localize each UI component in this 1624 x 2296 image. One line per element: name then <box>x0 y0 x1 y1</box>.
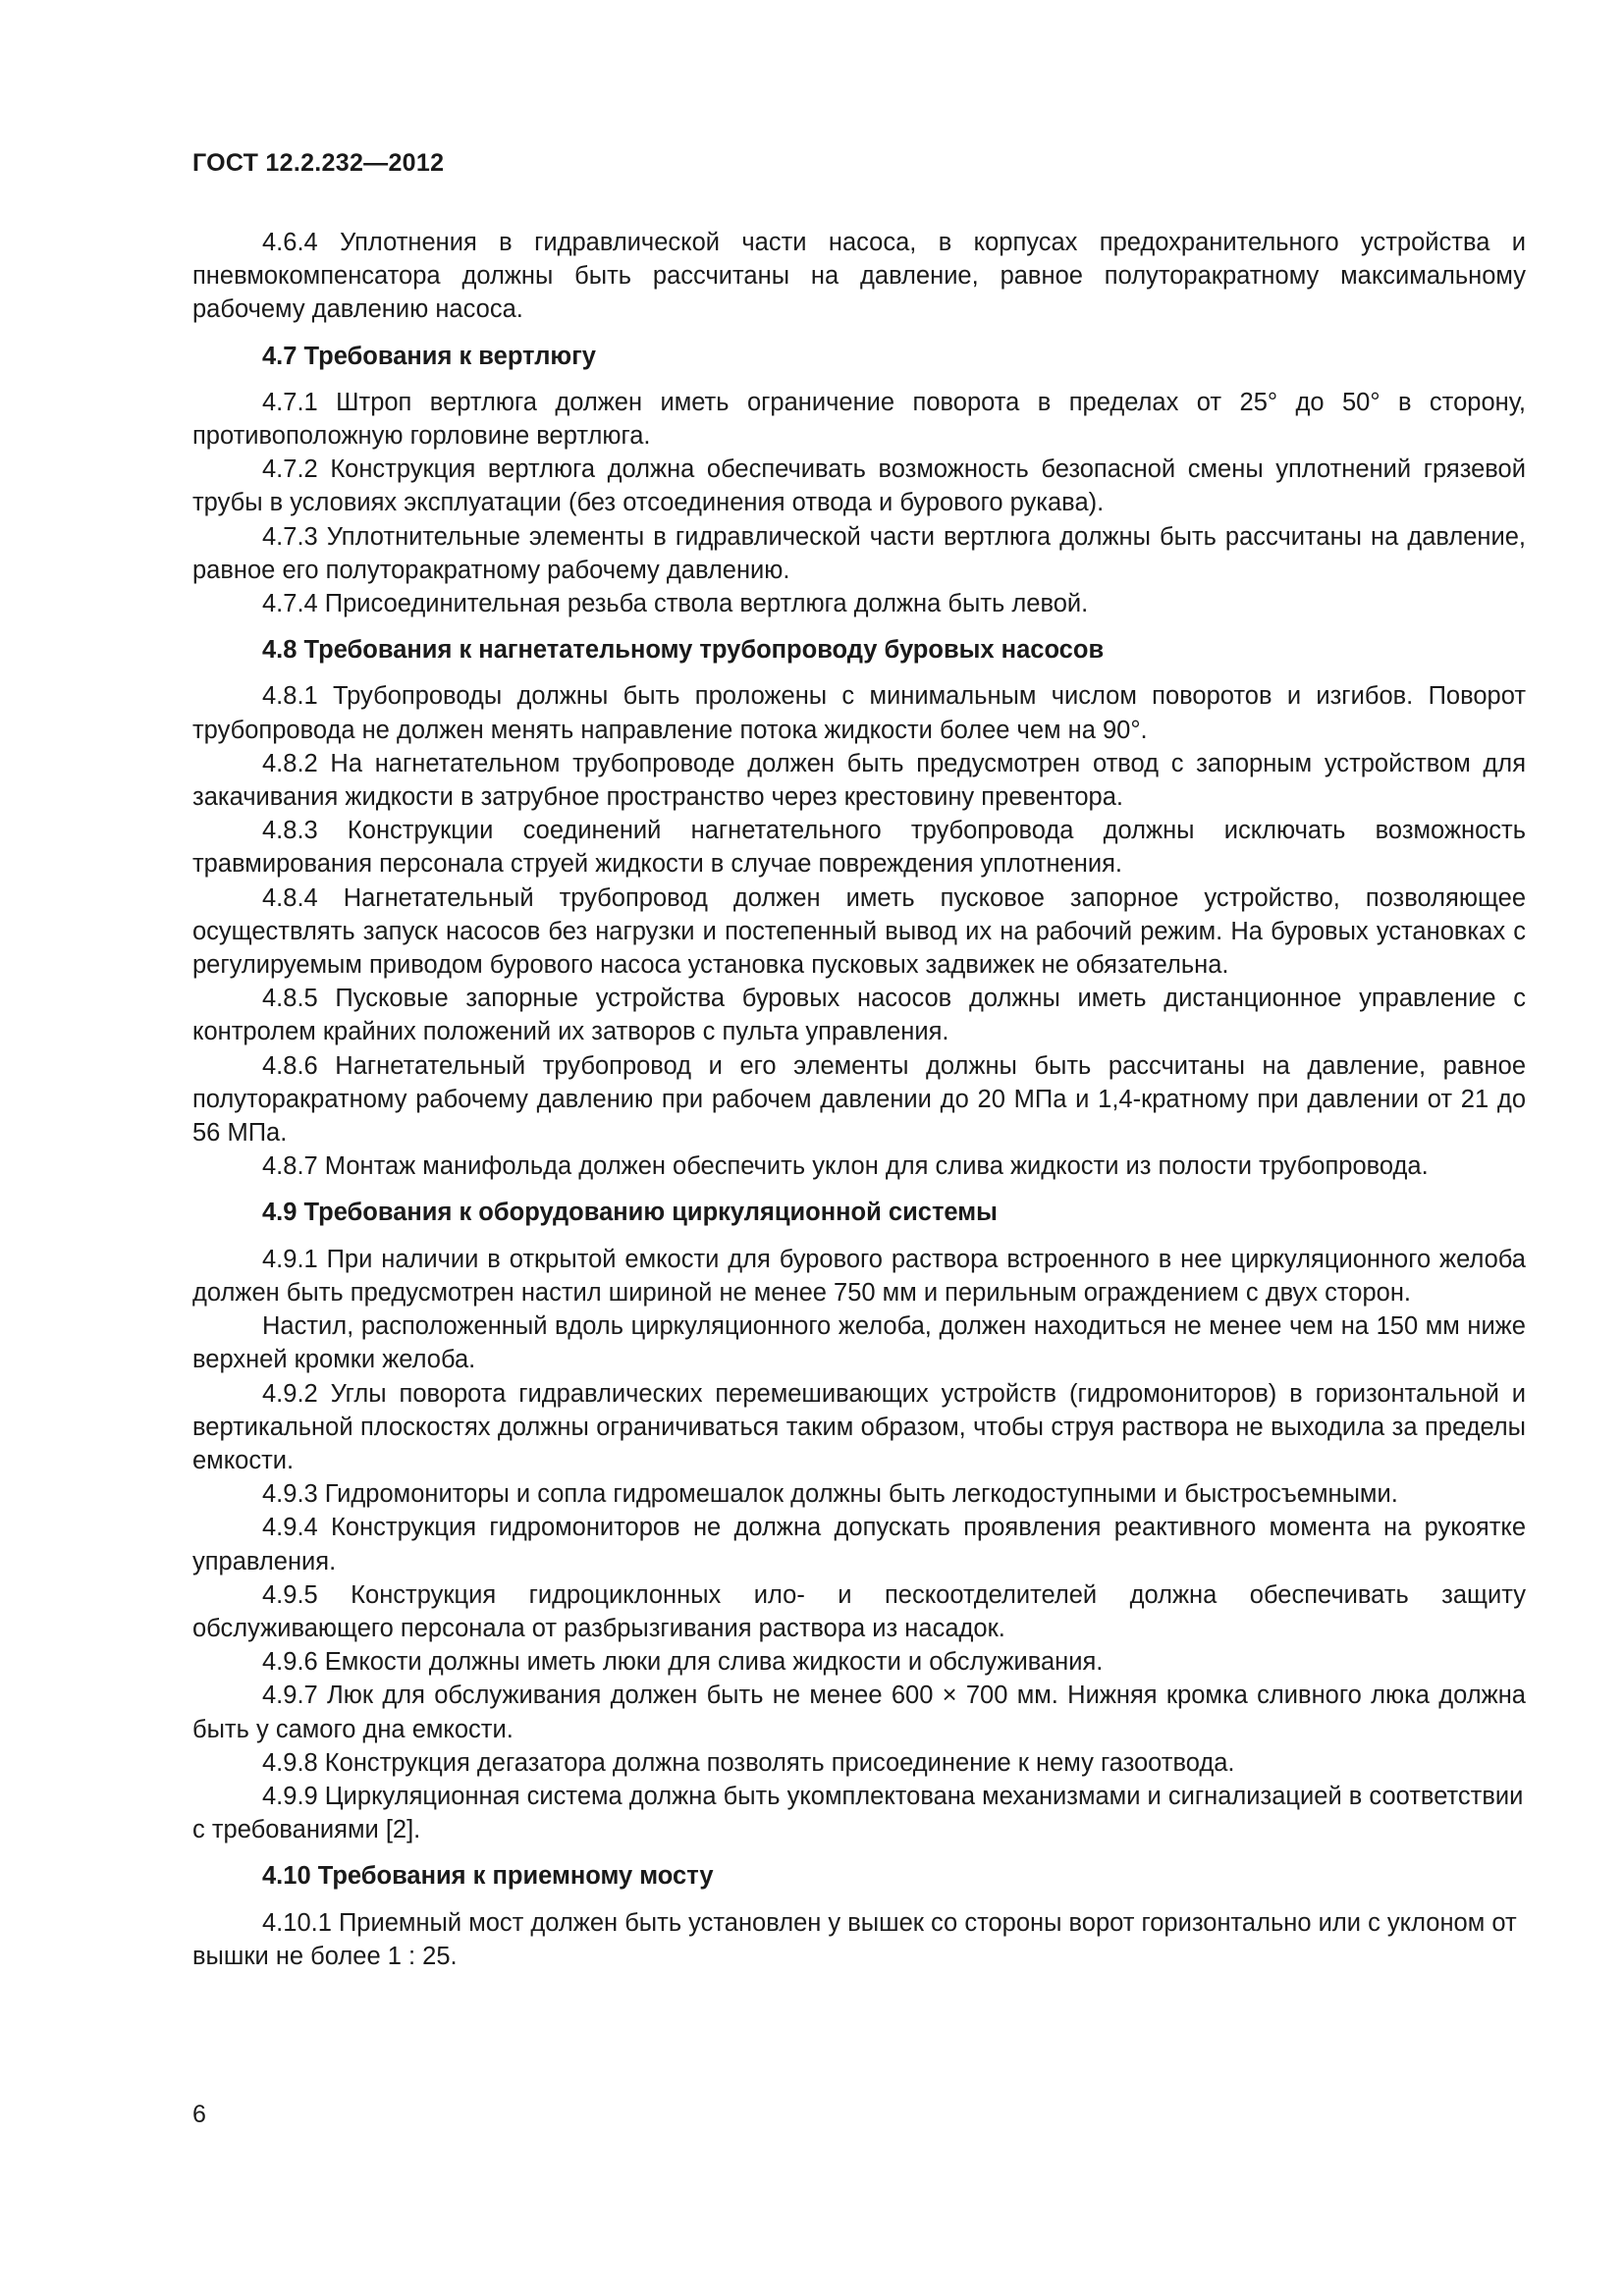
section-heading-4-8: 4.8 Требования к нагнетательному трубопроводу буровых насосов <box>262 636 1105 665</box>
paragraph-4-9-6: 4.9.6 Емкости должны иметь люки для слива жидкости и обслуживания. <box>262 1648 1104 1677</box>
paragraph-4-9-2: 4.9.2 Углы поворота гидравлических перемешивающих устройств (гидромониторов) в горизонтальной и вертикальной плоскостях должны ограничиваться таким образом, чтобы струя раствора не выходила за пределы емкости. <box>192 1379 1526 1474</box>
paragraph-4-8-6: 4.8.6 Нагнетательный трубопровод и его элементы должны быть рассчитаны на давление, равное полуторакратному рабочему давлению при рабочем давлении до 20 МПа и 1,4-кратному при давлении от 21 до 56 МПа. <box>192 1051 1526 1148</box>
paragraph-4-8-2: 4.8.2 На нагнетательном трубопроводе должен быть предусмотрен отвод с запорным устройством для закачивания жидкости в затрубное пространство через крестовину превентора. <box>192 749 1526 812</box>
paragraph-4-9-1-continued: Настил, расположенный вдоль циркуляционного желоба, должен находиться не менее чем на 150 мм ниже верхней кромки желоба. <box>192 1312 1526 1374</box>
document-body <box>192 226 1526 1973</box>
paragraph-4-9-7: 4.9.7 Люк для обслуживания должен быть не менее 600 × 700 мм. Нижняя кромка сливного люка должна быть у самого дна емкости. <box>192 1682 1526 1743</box>
paragraph-4-8-4: 4.8.4 Нагнетательный трубопровод должен иметь пусковое запорное устройство, позволяющее осуществлять запуск насосов без нагрузки и постепенный вывод их на рабочий режим. На буровых установках с регулируемым приводом бурового насоса установка пусковых задвижек не обязательна. <box>192 883 1526 980</box>
paragraph-4-8-3: 4.8.3 Конструкции соединений нагнетательного трубопровода должны исключать возможность травмирования персонала струей жидкости в случае повреждения уплотнения. <box>192 817 1526 879</box>
section-heading-4-10: 4.10 Требования к приемному мосту <box>262 1862 714 1891</box>
paragraph-4-9-1: 4.9.1 При наличии в открытой емкости для бурового раствора встроенного в нее циркуляционного желоба должен быть предусмотрен настил шириной не менее 750 мм и перильным ограждением с двух сторон. <box>192 1245 1526 1307</box>
section-heading-4-9: 4.9 Требования к оборудованию циркуляционной системы <box>262 1199 998 1227</box>
paragraph-4-9-5: 4.9.5 Конструкция гидроциклонных ило- и пескоотделителей должна обеспечивать защиту обслуживающего персонала от разбрызгивания раствора из насадок. <box>192 1580 1526 1642</box>
section-heading-4-7: 4.7 Требования к вертлюгу <box>262 342 596 370</box>
paragraph-4-9-9: 4.9.9 Циркуляционная система должна быть укомплектована механизмами и сигнализацией в соответствии с требованиями [2]. <box>192 1782 1524 1844</box>
paragraph-4-9-4: 4.9.4 Конструкция гидромониторов не должна допускать проявления реактивного момента на рукоятке управления. <box>192 1514 1526 1575</box>
paragraph-4-8-5: 4.8.5 Пусковые запорные устройства буровых насосов должны иметь дистанционное управление с контролем крайних положений их затворов с пульта управления. <box>192 985 1526 1046</box>
paragraph-4-10-1: 4.10.1 Приемный мост должен быть установлен у вышек со стороны ворот горизонтально или с уклоном от вышки не более 1 : 25. <box>192 1908 1517 1970</box>
page-number: 6 <box>192 2101 206 2128</box>
document-page <box>192 0 1526 2296</box>
paragraph-4-7-1: 4.7.1 Штроп вертлюга должен иметь ограничение поворота в пределах от 25° до 50° в сторону, противоположную горловине вертлюга. <box>192 388 1526 451</box>
paragraph-4-8-1: 4.8.1 Трубопроводы должны быть проложены с минимальным числом поворотов и изгибов. Поворот трубопровода не должен менять направление потока жидкости более чем на 90°. <box>192 682 1526 744</box>
paragraph-4-9-3: 4.9.3 Гидромониторы и сопла гидромешалок должны быть легкодоступными и быстросъемными. <box>262 1480 1398 1509</box>
document-code-header: ГОСТ 12.2.232—2012 <box>192 149 445 177</box>
paragraph-4-9-8: 4.9.8 Конструкция дегазатора должна позволять присоединение к нему газоотвода. <box>262 1748 1235 1777</box>
paragraph-4-7-2: 4.7.2 Конструкция вертлюга должна обеспечивать возможность безопасной смены уплотнений грязевой трубы в условиях эксплуатации (без отсоединения отвода и бурового рукава). <box>192 455 1526 517</box>
paragraph-4-8-7: 4.8.7 Монтаж манифольда должен обеспечить уклон для слива жидкости из полости трубопровода. <box>262 1152 1429 1181</box>
paragraph-4-7-4: 4.7.4 Присоединительная резьба ствола вертлюга должна быть левой. <box>262 590 1089 618</box>
paragraph-4-7-3: 4.7.3 Уплотнительные элементы в гидравлической части вертлюга должны быть рассчитаны на давление, равное его полуторакратному рабочему давлению. <box>192 522 1526 584</box>
paragraph-4-6-4: 4.6.4 Уплотнения в гидравлической части насоса, в корпусах предохранительного устройства и пневмокомпенсатора должны быть рассчитаны на давление, равное полуторакратному максимальному рабочему давлению насоса. <box>192 229 1526 324</box>
